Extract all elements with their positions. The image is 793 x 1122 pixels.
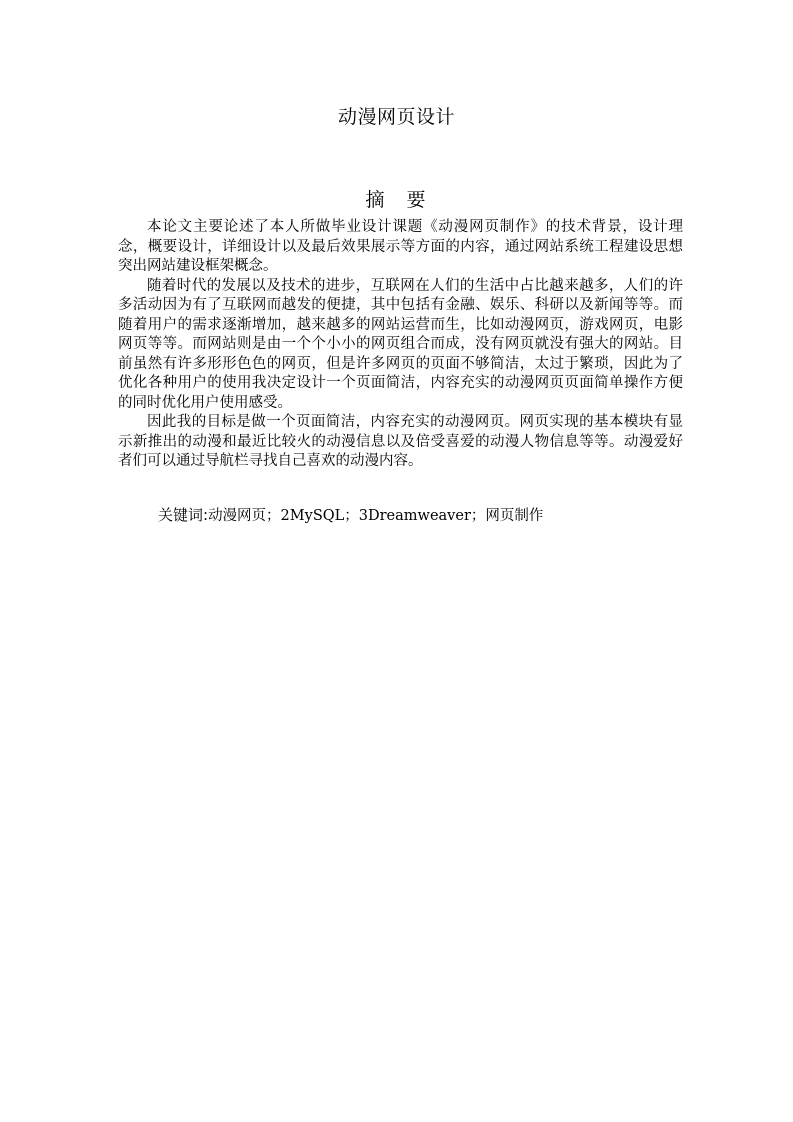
abstract-paragraph-1: 本论文主要论述了本人所做毕业设计课题《动漫网页制作》的技术背景，设计理念，概要设计，详细设计以及最后效果展示等方面的内容，通过网站系统工程建设思想突出网站建设框架概念。 (118, 219, 683, 274)
abstract-paragraph-3: 因此我的目标是做一个页面简洁，内容充实的动漫网页。网页实现的基本模块有显示新推出的动漫和最近比较火的动漫信息以及倍受喜爱的动漫人物信息等等。动漫爱好者们可以通过导航栏寻找自己喜欢的动漫内容。 (118, 414, 683, 469)
abstract-paragraph-2: 随着时代的发展以及技术的进步，互联网在人们的生活中占比越来越多，人们的许多活动因为有了互联网而越发的便捷，其中包括有金融、娱乐、科研以及新闻等等。而随着用户的需求逐渐增加，越来越多的网站运营而生，比如动漫网页，游戏网页，电影网页等等。而网站则是由一个个小小的网页组合而成，没有网页就没有强大的网站。目前虽然有许多形形色色的网页，但是许多网页的页面不够简洁，太过于繁琐，因此为了优化各种用户的使用我决定设计一个页面简洁，内容充实的动漫网页页面简单操作方便的同时优化用户使用感受。 (118, 277, 683, 411)
abstract-body (118, 218, 683, 472)
keywords-value: 动漫网页；2MySQL；3Dreamweaver；网页制作 (208, 508, 544, 524)
document-title: 动漫网页设计 (337, 106, 455, 128)
abstract-heading: 摘 要 (365, 189, 434, 211)
keywords-label: 关键词: (158, 506, 209, 524)
keywords-line (158, 505, 698, 526)
